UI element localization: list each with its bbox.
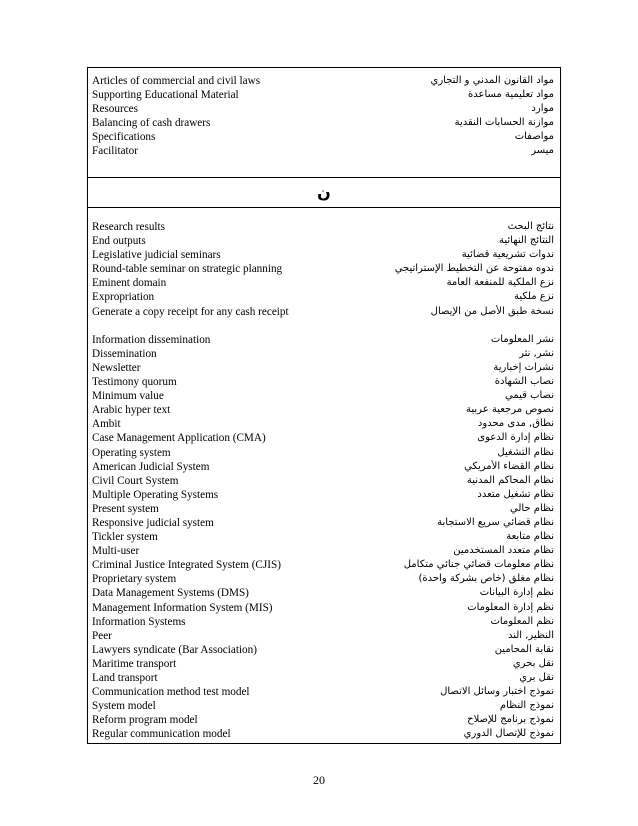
glossary-section-1: [88, 68, 560, 178]
english-term: Operating system: [92, 446, 171, 459]
english-term: Arabic hyper text: [92, 404, 171, 417]
english-term: Legislative judicial seminars: [92, 249, 221, 262]
arabic-term: نظام معلومات قضائي جنائي متكامل: [403, 559, 554, 571]
glossary-section-2: [88, 208, 560, 743]
arabic-term: نسخة طبق الأصل من الإيصال: [430, 305, 554, 317]
arabic-column: [357, 74, 560, 177]
english-term: Proprietary system: [92, 573, 177, 586]
english-term: Maritime transport: [92, 657, 177, 670]
english-term: Generate a copy receipt for any cash receipt: [92, 305, 289, 318]
arabic-term: موارد: [531, 103, 554, 115]
arabic-term: النتائج النهائية: [499, 235, 554, 247]
english-term: Case Management Application (CMA): [92, 432, 266, 445]
page-number: 20: [313, 773, 325, 787]
arabic-term: نقابة المحامين: [494, 643, 554, 655]
english-term: Multiple Operating Systems: [92, 488, 219, 501]
arabic-term: ندوه مفتوحة عن التخطيط الإستراتيجي: [394, 263, 554, 275]
english-term: Eminent domain: [92, 277, 167, 290]
arabic-term: نظام التشغيل: [497, 446, 554, 458]
english-term: Regular communication model: [92, 728, 231, 741]
english-term: Management Information System (MIS): [92, 601, 273, 614]
english-term: Information dissemination: [92, 333, 211, 346]
arabic-term: نظام مغلق (خاص بشركة واحدة): [418, 573, 554, 585]
english-term: Lawyers syndicate (Bar Association): [92, 643, 257, 656]
arabic-term: نظام تشغيل متعدد: [477, 488, 554, 500]
arabic-term: نقل بري: [519, 672, 554, 683]
english-term: End outputs: [92, 235, 146, 248]
english-term: Balancing of cash drawers: [92, 117, 211, 130]
arabic-term: نموذج النظام: [499, 700, 554, 712]
english-term: Specifications: [92, 131, 156, 144]
arabic-term: نظام إدارة الدعوى: [477, 432, 554, 444]
arabic-term: نظام متابعة: [506, 531, 554, 543]
arabic-term: نتائج البحث: [507, 221, 554, 232]
english-term: Data Management Systems (DMS): [92, 587, 249, 600]
arabic-term: نظم إدارة البيانات: [479, 587, 554, 599]
english-term: Multi-user: [92, 545, 140, 558]
english-term: Tickler system: [92, 531, 158, 544]
english-term: Responsive judicial system: [92, 516, 214, 529]
english-term: Peer: [92, 629, 112, 642]
english-term: Testimony quorum: [92, 376, 177, 389]
english-term: System model: [92, 700, 156, 713]
english-term: Supporting Educational Material: [92, 89, 239, 102]
english-term: American Judicial System: [92, 460, 210, 473]
english-column: [88, 74, 357, 177]
arabic-term: ندوات تشريعية قضائية: [461, 249, 554, 261]
english-term: Reform program model: [92, 714, 198, 727]
english-term: Newsletter: [92, 361, 141, 374]
arabic-term: نشرات إخبارية: [493, 361, 554, 373]
arabic-term: نموذج للإتصال الدوري: [463, 728, 554, 740]
english-term: Minimum value: [92, 390, 164, 403]
arabic-term: مواد تعليمية مساعدة: [468, 89, 554, 101]
arabic-term: نصاب قيمي: [504, 390, 554, 402]
english-term: Civil Court System: [92, 474, 179, 487]
arabic-term: نظام حالي: [509, 502, 554, 514]
english-term: Land transport: [92, 672, 158, 684]
english-term: Communication method test model: [92, 686, 250, 699]
arabic-term: النظير, الند: [507, 629, 554, 641]
arabic-term: مواد القانون المدني و التجاري: [430, 75, 554, 86]
arabic-term: نصوص مرجعية عربية: [466, 404, 554, 416]
arabic-term: نشر, نثر: [519, 347, 554, 359]
arabic-term: نصاب الشهادة: [494, 376, 554, 388]
arabic-term: نظام متعدد المستخدمين: [453, 545, 554, 557]
arabic-column: [357, 220, 560, 741]
section-letter-heading: ن: [88, 178, 560, 208]
english-term: Ambit: [92, 418, 121, 431]
english-term: Research results: [92, 221, 166, 233]
glossary-table: [87, 67, 561, 744]
english-column: [88, 220, 357, 741]
arabic-term: نقل بحري: [512, 657, 554, 669]
arabic-term: نظام القضاء الأمريكي: [464, 460, 554, 472]
arabic-term: نظام المحاكم المدنية: [466, 474, 554, 486]
arabic-term: نزع ملكية: [513, 291, 554, 303]
arabic-term: نشر المعلومات: [490, 333, 554, 345]
english-term: Facilitator: [92, 145, 138, 158]
arabic-term: ميسر: [531, 145, 554, 157]
english-term: Articles of commercial and civil laws: [92, 75, 261, 87]
english-term: Resources: [92, 103, 138, 116]
arabic-term: نزع الملكية للمنفعة العامة: [446, 277, 554, 289]
english-term: Round-table seminar on strategic planning: [92, 263, 283, 276]
arabic-term: نظم المعلومات: [490, 615, 554, 627]
english-term: Criminal Justice Integrated System (CJIS): [92, 559, 281, 572]
english-term: Dissemination: [92, 347, 157, 360]
arabic-term: مواصفات: [514, 131, 554, 143]
arabic-term: نموذج برنامج للإصلاح: [467, 714, 554, 726]
arabic-term: نظم إدارة المعلومات: [467, 601, 554, 613]
arabic-term: نظام قضائي سريع الاستجابة: [437, 516, 554, 528]
arabic-term: نطاق, مدى محدود: [477, 418, 554, 430]
english-term: Information Systems: [92, 615, 186, 628]
arabic-term: موازنة الحسابات النقدية: [454, 117, 554, 129]
english-term: Present system: [92, 502, 159, 515]
arabic-term: نموذج اختبار وسائل الاتصال: [440, 686, 554, 698]
english-term: Expropriation: [92, 291, 155, 304]
